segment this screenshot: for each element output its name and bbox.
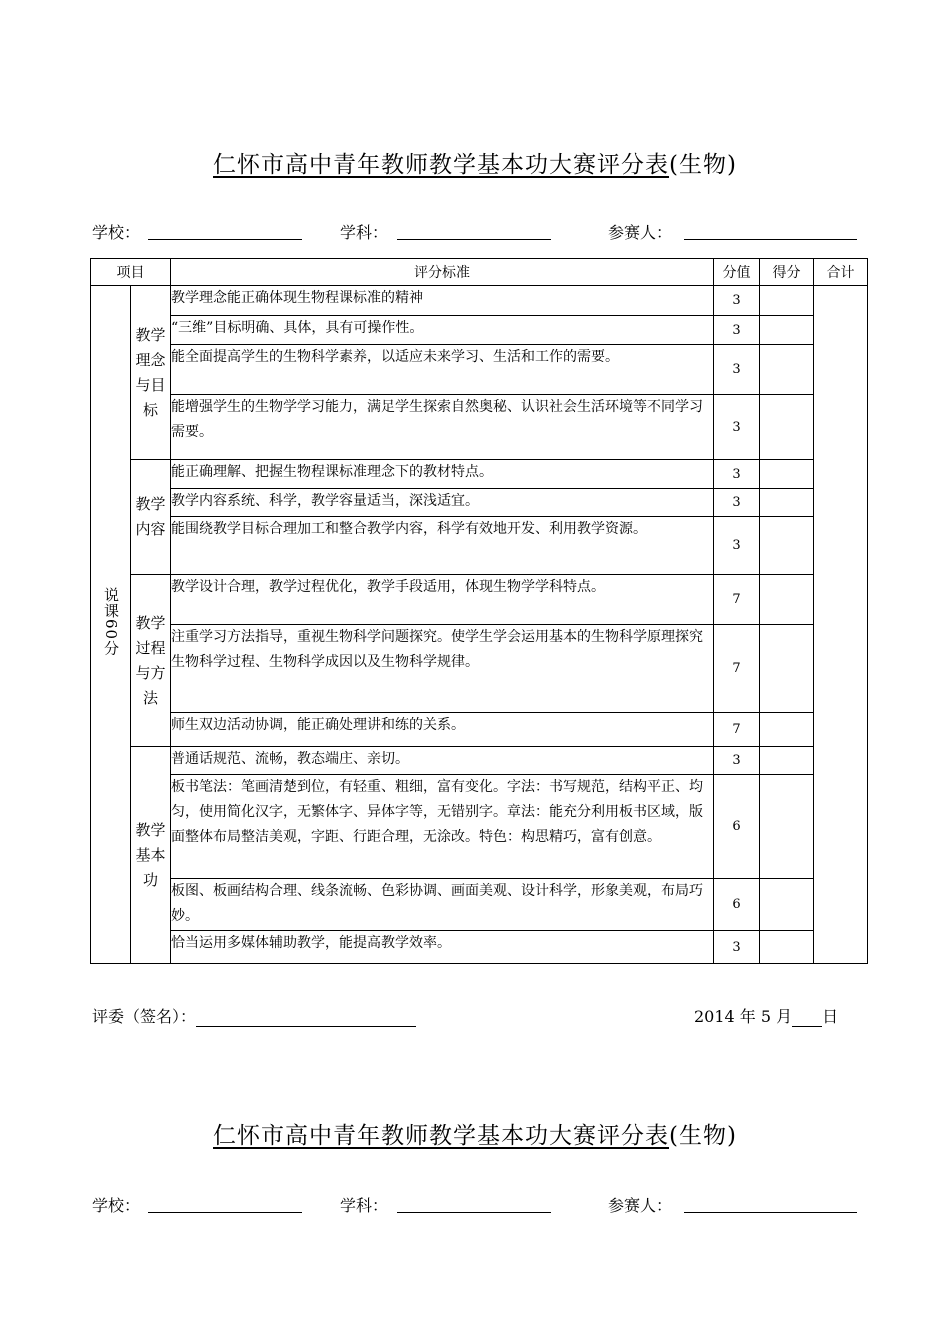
subject-field[interactable] xyxy=(397,239,551,240)
participant-label: 参赛人： xyxy=(608,1196,673,1215)
subject-label: 学科： xyxy=(340,223,389,242)
table-row xyxy=(91,286,868,316)
header-score: 得分 xyxy=(760,259,814,286)
criteria-cell: 板图、板画结构合理、线条流畅、色彩协调、画面美观、设计科学，形象美观，布局巧妙。 xyxy=(171,879,714,931)
participant-field[interactable] xyxy=(684,1212,857,1213)
table-row xyxy=(91,489,868,517)
criteria-cell: 恰当运用多媒体辅助教学，能提高教学效率。 xyxy=(171,931,714,964)
criteria-cell: “三维”目标明确、具体，具有可操作性。 xyxy=(171,316,714,345)
title-suffix: (生物) xyxy=(669,1123,737,1149)
score-cell[interactable] xyxy=(760,879,814,931)
participant-label: 参赛人： xyxy=(608,223,673,242)
score-cell[interactable] xyxy=(760,775,814,879)
score-table xyxy=(90,258,868,964)
date-suffix: 日 xyxy=(822,1007,839,1026)
day-field[interactable] xyxy=(792,1008,822,1027)
section-cell xyxy=(91,286,131,964)
criteria-cell: 能正确理解、把握生物程课标准理念下的教材特点。 xyxy=(171,460,714,489)
date-line xyxy=(694,1004,838,1027)
criteria-cell: 教学设计合理，教学过程优化，教学手段适用，体现生物学学科特点。 xyxy=(171,575,714,625)
judge-label: 评委（签名）： xyxy=(92,1007,197,1026)
points-cell: 3 xyxy=(714,286,760,316)
points-cell: 3 xyxy=(714,931,760,964)
category-cell: 教学内容 xyxy=(131,460,171,575)
judge-signature-field[interactable] xyxy=(196,1008,416,1027)
total-cell[interactable] xyxy=(814,286,868,964)
criteria-cell: 教学理念能正确体现生物程课标准的精神 xyxy=(171,286,714,316)
points-cell: 7 xyxy=(714,713,760,747)
criteria-cell: 教学内容系统、科学，教学容量适当，深浅适宜。 xyxy=(171,489,714,517)
title-main: 仁怀市高中青年教师教学基本功大赛评分表 xyxy=(213,152,670,178)
table-row xyxy=(91,395,868,460)
table-row xyxy=(91,625,868,713)
points-cell: 3 xyxy=(714,460,760,489)
score-cell[interactable] xyxy=(760,713,814,747)
criteria-cell: 能围绕教学目标合理加工和整合教学内容，科学有效地开发、利用教学资源。 xyxy=(171,517,714,575)
points-cell: 3 xyxy=(714,345,760,395)
score-cell[interactable] xyxy=(760,316,814,345)
score-cell[interactable] xyxy=(760,489,814,517)
points-cell: 3 xyxy=(714,489,760,517)
subject-field[interactable] xyxy=(397,1212,551,1213)
table-row xyxy=(91,316,868,345)
score-cell[interactable] xyxy=(760,517,814,575)
title-suffix: (生物) xyxy=(669,152,737,178)
table-row xyxy=(91,931,868,964)
section-label: 说课60分 xyxy=(102,587,120,657)
score-cell[interactable] xyxy=(760,575,814,625)
table-row xyxy=(91,575,868,625)
points-cell: 7 xyxy=(714,575,760,625)
category-cell: 教学理念与目标 xyxy=(131,286,171,460)
points-cell: 6 xyxy=(714,879,760,931)
score-cell[interactable] xyxy=(760,345,814,395)
date-prefix: 2014 年 5 月 xyxy=(694,1007,793,1026)
form-title xyxy=(0,146,950,179)
criteria-cell: 注重学习方法指导，重视生物科学问题探究。使学生学会运用基本的生物科学原理探究生物科学过程、生物科学成因以及生物科学规律。 xyxy=(171,625,714,713)
school-label: 学校： xyxy=(92,1196,141,1215)
points-cell: 3 xyxy=(714,316,760,345)
score-cell[interactable] xyxy=(760,460,814,489)
header-total: 合计 xyxy=(814,259,868,286)
score-cell[interactable] xyxy=(760,625,814,713)
table-row xyxy=(91,747,868,775)
title-main: 仁怀市高中青年教师教学基本功大赛评分表 xyxy=(213,1123,670,1149)
table-row xyxy=(91,345,868,395)
header-points: 分值 xyxy=(714,259,760,286)
points-cell: 3 xyxy=(714,747,760,775)
points-cell: 3 xyxy=(714,517,760,575)
header-project: 项目 xyxy=(91,259,171,286)
subject-label: 学科： xyxy=(340,1196,389,1215)
criteria-cell: 能增强学生的生物学学习能力，满足学生探索自然奥秘、认识社会生活环境等不同学习需要。 xyxy=(171,395,714,460)
header-row xyxy=(91,259,868,286)
score-cell[interactable] xyxy=(760,395,814,460)
judge-signature xyxy=(92,1004,416,1027)
points-cell: 6 xyxy=(714,775,760,879)
category-cell: 教学基本功 xyxy=(131,747,171,964)
table-row xyxy=(91,879,868,931)
score-cell[interactable] xyxy=(760,747,814,775)
school-field[interactable] xyxy=(148,239,302,240)
participant-field[interactable] xyxy=(684,239,857,240)
score-cell[interactable] xyxy=(760,931,814,964)
criteria-cell: 普通话规范、流畅，教态端庄、亲切。 xyxy=(171,747,714,775)
table-row xyxy=(91,460,868,489)
criteria-cell: 能全面提高学生的生物科学素养，以适应未来学习、生活和工作的需要。 xyxy=(171,345,714,395)
school-label: 学校： xyxy=(92,223,141,242)
category-cell: 教学过程与方法 xyxy=(131,575,171,747)
header-criteria: 评分标准 xyxy=(171,259,714,286)
criteria-cell: 师生双边活动协调，能正确处理讲和练的关系。 xyxy=(171,713,714,747)
table-row xyxy=(91,517,868,575)
score-cell[interactable] xyxy=(760,286,814,316)
form-title xyxy=(0,1117,950,1150)
school-field[interactable] xyxy=(148,1212,302,1213)
table-row xyxy=(91,713,868,747)
points-cell: 7 xyxy=(714,625,760,713)
criteria-cell: 板书笔法：笔画清楚到位，有轻重、粗细，富有变化。字法：书写规范，结构平正、均匀，使用简化汉字，无繁体字、异体字等，无错别字。章法：能充分利用板书区域，版面整体布局整洁美观，字距、行距合理，无涂改。特色：构思精巧，富有创意。 xyxy=(171,775,714,879)
points-cell: 3 xyxy=(714,395,760,460)
table-row xyxy=(91,775,868,879)
